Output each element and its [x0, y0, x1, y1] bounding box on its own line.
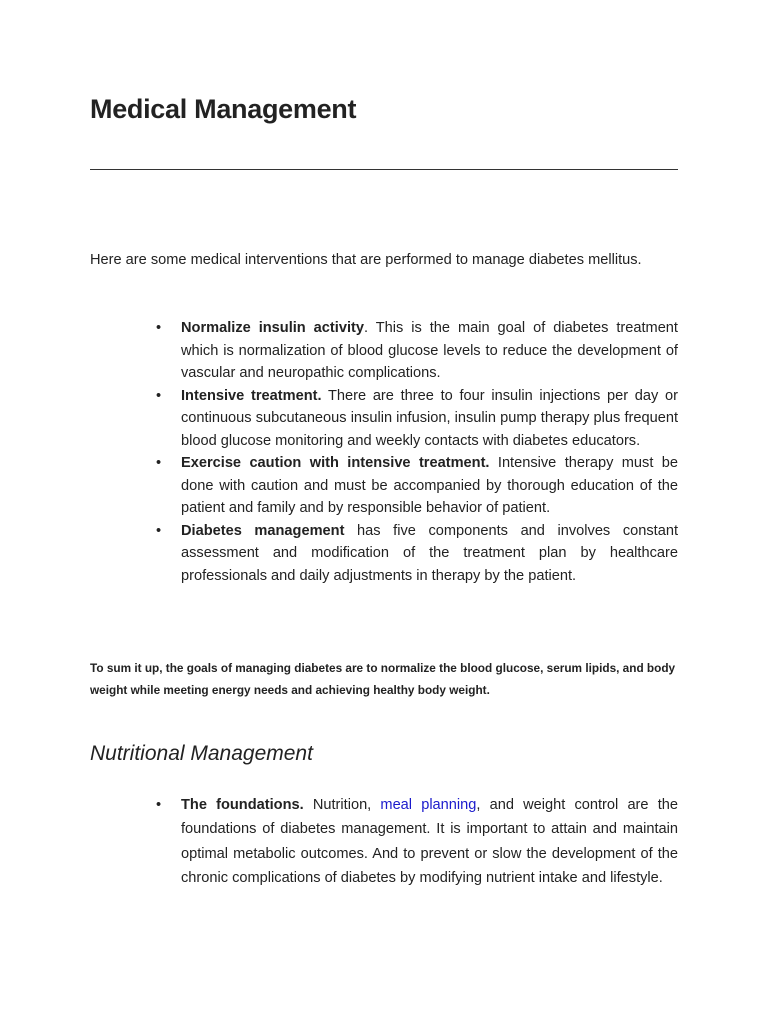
item-heading: Intensive treatment.	[181, 387, 322, 404]
section-heading: Nutritional Management	[90, 742, 313, 765]
list-item	[90, 385, 678, 453]
page-title: Medical Management	[90, 94, 357, 124]
bullet-icon: •	[156, 320, 162, 336]
item-text: . This is the main goal of diabetes treatment which is normalization of blood glucose levels to reduce the development of vascular and neuropathic complications.	[181, 320, 678, 381]
item-heading: Normalize insulin activity	[181, 320, 364, 336]
item-text: has five components and involves constant assessment and modification of the treatment plan by healthcare professionals and daily adjustments in therapy by the patient.	[181, 522, 678, 584]
list-item	[90, 452, 678, 520]
item-heading: Diabetes management	[181, 522, 345, 539]
bullet-icon: •	[156, 797, 162, 813]
meal-planning-link[interactable]: meal planning	[380, 797, 477, 813]
item-text: , and weight control are the foundations of diabetes management. It is important to attain and maintain optimal metabolic outcomes. And to prevent or slow the development of the chronic complications of diabetes by modifying nutrient intake and lifestyle.	[181, 797, 678, 886]
bullet-icon: •	[156, 522, 162, 539]
item-heading: Exercise caution with intensive treatment.	[181, 455, 490, 471]
item-text: Intensive therapy must be done with caution and must be accompanied by thorough education of the patient and family and by responsible behavior of patient.	[181, 455, 678, 516]
intro-paragraph: Here are some medical interventions that are performed to manage diabetes mellitus.	[90, 252, 642, 268]
bullet-icon: •	[156, 387, 162, 404]
summary-paragraph: To sum it up, the goals of managing diabetes are to normalize the blood glucose, serum lipids, and body weight while meeting energy needs and achieving healthy body weight.	[90, 661, 676, 697]
bullet-icon: •	[156, 455, 162, 471]
medical-interventions-list	[90, 317, 678, 587]
item-heading: The foundations.	[181, 797, 304, 813]
item-text: Nutrition,	[303, 797, 381, 813]
list-item	[90, 520, 678, 588]
divider	[90, 169, 678, 170]
list-item	[90, 793, 678, 890]
nutrition-list	[90, 793, 678, 890]
item-text: There are three to four insulin injections per day or continuous subcutaneous insulin infusion, insulin pump therapy plus frequent blood glucose monitoring and weekly contacts with diabetes educators.	[181, 387, 678, 449]
list-item	[90, 317, 678, 385]
